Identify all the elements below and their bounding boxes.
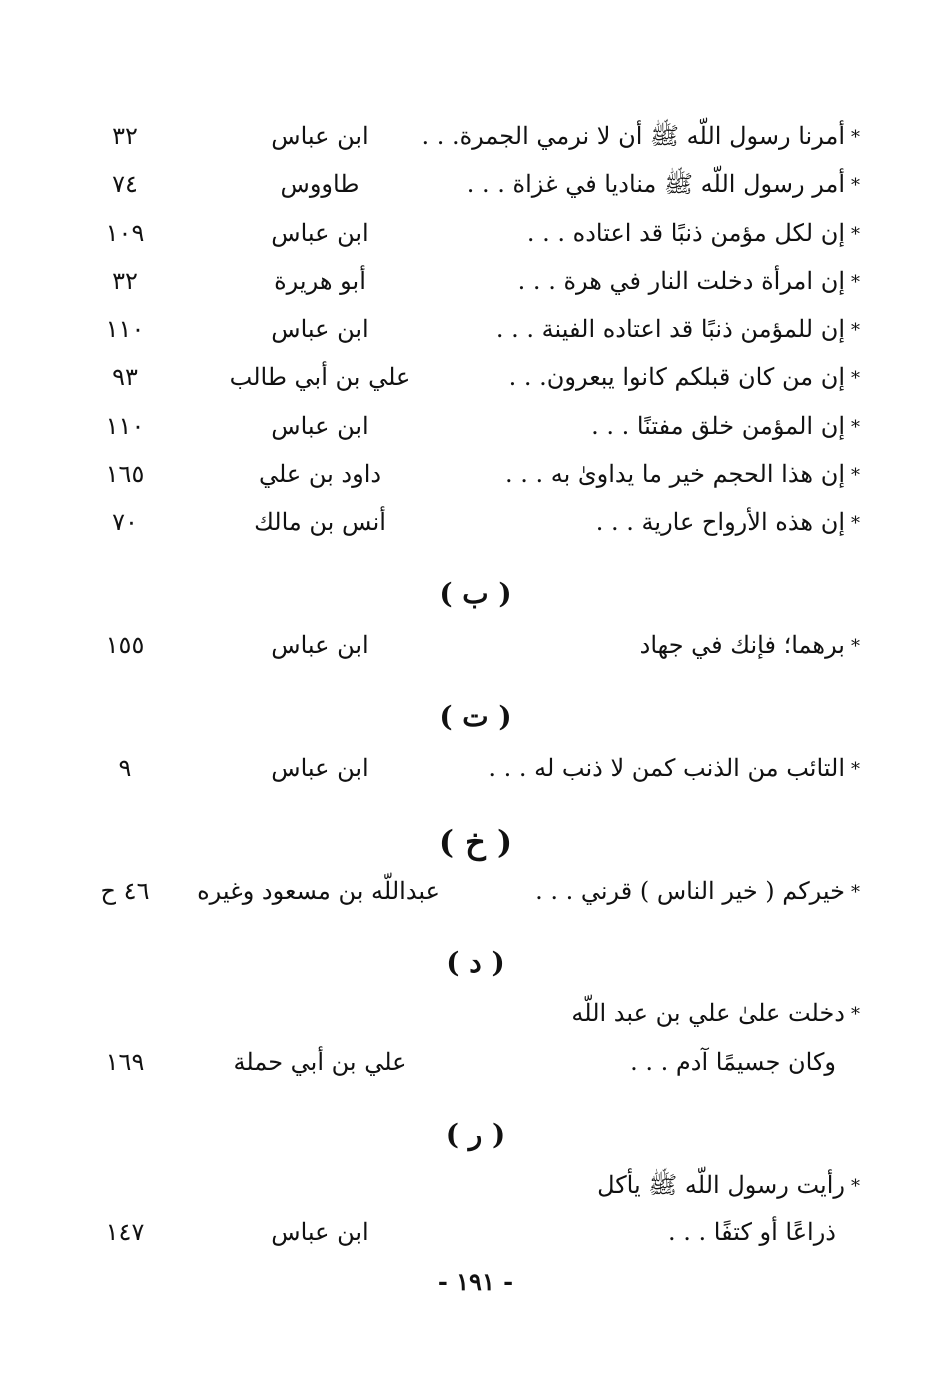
- letter-heading-ba: ( ب ): [439, 577, 512, 610]
- page-ref: ١٤٧: [105, 1218, 145, 1246]
- index-entry: [80, 625, 860, 665]
- hadith-text: *إن امرأة دخلت النار في هرة . . .: [440, 261, 860, 301]
- page-ref: ٧٠: [112, 508, 138, 536]
- hadith-text: *إن المؤمن خلق مفتنًا . . .: [440, 406, 860, 446]
- hadith-text: *إن هذا الحجم خير ما يداوىٰ به . . .: [440, 454, 860, 494]
- page-ref: ٤٦ ح: [100, 877, 150, 905]
- index-entry: [80, 502, 860, 542]
- hadith-text: وكان جسيمًا آدم . . .: [630, 1048, 836, 1076]
- index-entry: [80, 1165, 860, 1205]
- index-entry: [80, 871, 860, 911]
- entry-marker: *: [851, 272, 860, 293]
- hadith-text: *دخلت علىٰ علي بن عبد اللّه: [260, 993, 860, 1033]
- index-entry: [80, 748, 860, 788]
- hadith-text: *التائب من الذنب كمن لا ذنب له . . .: [440, 748, 860, 788]
- narrator: ابن عباس: [271, 754, 369, 782]
- hadith-text: *برهما؛ فإنك في جهاد: [440, 625, 860, 665]
- page-ref: ١٦٩: [105, 1048, 145, 1076]
- narrator: ابن عباس: [271, 412, 369, 440]
- page-ref: ١١٠: [105, 412, 145, 440]
- hadith-text: *خيركم ( خير الناس ) قرني . . .: [440, 871, 860, 911]
- index-entry: [80, 357, 860, 397]
- index-entry: [80, 261, 860, 301]
- page-ref: ٣٢: [112, 122, 138, 150]
- page-ref: ١٥٥: [105, 631, 145, 659]
- index-entry-continuation: [80, 1042, 860, 1082]
- letter-heading-kha: ( خ ): [438, 823, 513, 861]
- entry-marker: *: [851, 320, 860, 341]
- index-entry: [80, 406, 860, 446]
- hadith-text: *أمرنا رسول اللّه ﷺ أن لا نرمي الجمرة. . .: [440, 116, 860, 156]
- narrator: ابن عباس: [271, 1218, 369, 1246]
- entry-marker: *: [851, 759, 860, 780]
- index-entry: [80, 993, 860, 1033]
- index-entry: [80, 213, 860, 253]
- narrator: علي بن أبي حملة: [233, 1048, 407, 1076]
- page-number: - ١٩١ -: [437, 1267, 514, 1296]
- entry-marker: *: [851, 224, 860, 245]
- index-entry: [80, 116, 860, 156]
- page-ref: ١١٠: [105, 315, 145, 343]
- narrator: عبداللّه بن مسعود وغيره: [197, 877, 440, 905]
- narrator: أبو هريرة: [274, 267, 366, 295]
- index-entry: [80, 454, 860, 494]
- entry-marker: *: [851, 368, 860, 389]
- page-ref: ٩٣: [112, 363, 138, 391]
- narrator: ابن عباس: [271, 219, 369, 247]
- hadith-text: *إن من كان قبلكم كانوا يبعرون. . .: [440, 357, 860, 397]
- entry-marker: *: [851, 636, 860, 657]
- entry-marker: *: [851, 175, 860, 196]
- narrator: أنس بن مالك: [254, 508, 386, 536]
- letter-heading-dal: ( د ): [446, 946, 505, 979]
- index-entry-continuation: [80, 1212, 860, 1252]
- hadith-text: *رأيت رسول اللّه ﷺ يأكل: [260, 1165, 860, 1205]
- index-entry: [80, 309, 860, 349]
- entry-marker: *: [851, 417, 860, 438]
- page-ref: ٩: [118, 754, 132, 782]
- narrator: طاووس: [280, 170, 360, 198]
- entry-marker: *: [851, 127, 860, 148]
- letter-heading-ra: ( ر ): [445, 1118, 506, 1151]
- entry-marker: *: [851, 513, 860, 534]
- letter-heading-ta: ( ت ): [439, 700, 512, 733]
- entry-marker: *: [851, 882, 860, 903]
- page-ref: ٣٢: [112, 267, 138, 295]
- narrator: ابن عباس: [271, 631, 369, 659]
- page-ref: ١٦٥: [105, 460, 145, 488]
- hadith-text: *إن هذه الأرواح عارية . . .: [440, 502, 860, 542]
- page-ref: ١٠٩: [105, 219, 145, 247]
- entry-marker: *: [851, 1004, 860, 1025]
- hadith-text: *إن لكل مؤمن ذنبًا قد اعتاده . . .: [440, 213, 860, 253]
- entry-marker: *: [851, 1176, 860, 1197]
- hadith-text: *إن للمؤمن ذنبًا قد اعتاده الفينة . . .: [440, 309, 860, 349]
- hadith-text: ذراعًا أو كتفًا . . .: [668, 1218, 836, 1246]
- narrator: داود بن علي: [258, 460, 382, 488]
- narrator: ابن عباس: [271, 315, 369, 343]
- narrator: ابن عباس: [271, 122, 369, 150]
- page-ref: ٧٤: [112, 170, 138, 198]
- hadith-text: *أمر رسول اللّه ﷺ مناديا في غزاة . . .: [440, 164, 860, 204]
- index-entry: [80, 164, 860, 204]
- narrator: علي بن أبي طالب: [229, 363, 411, 391]
- entry-marker: *: [851, 465, 860, 486]
